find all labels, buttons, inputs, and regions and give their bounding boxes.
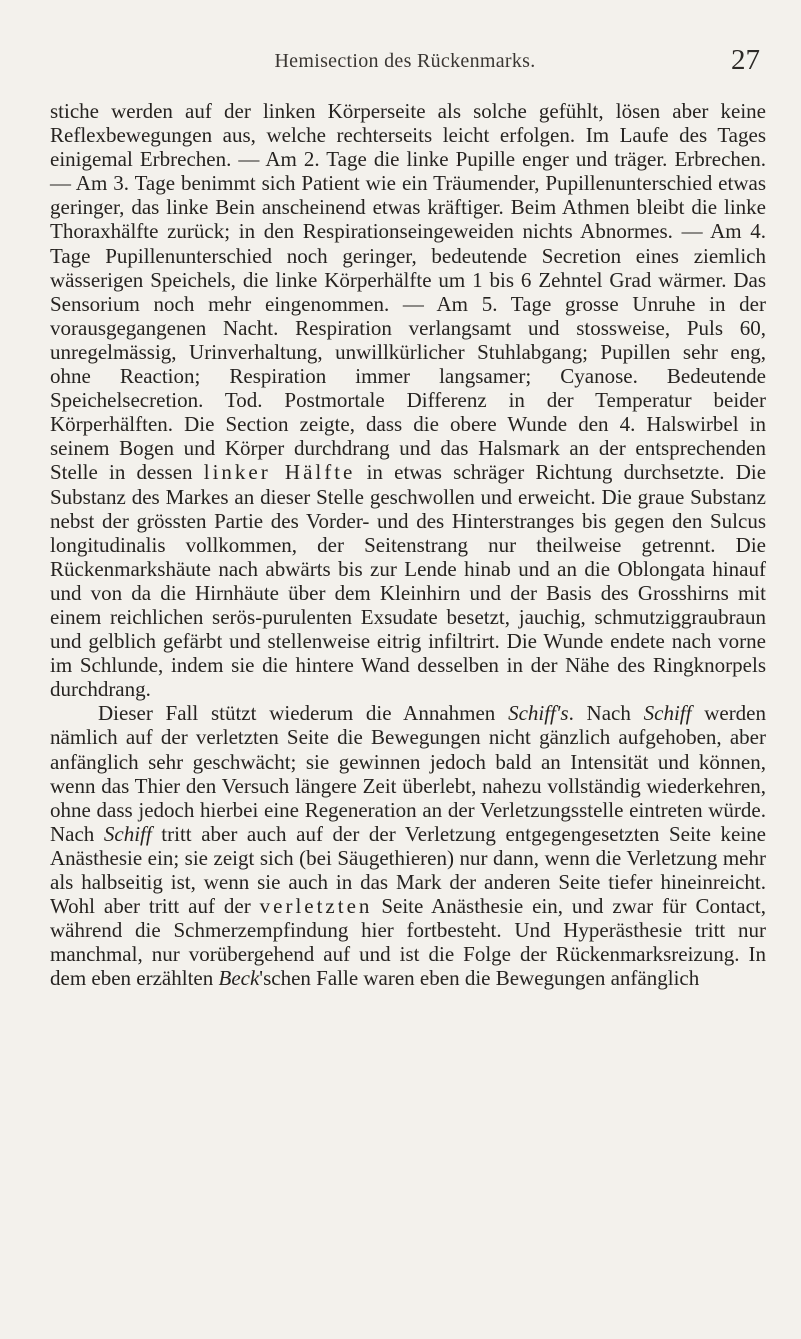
author-name: Schiff's bbox=[508, 701, 569, 726]
paragraph-case-report bbox=[50, 99, 766, 701]
paragraph-discussion bbox=[50, 701, 766, 990]
text-run: Dieser Fall stützt wiederum die Annahmen bbox=[98, 701, 496, 726]
text-run: tritt aber auch auf der der Verletzung entgegengesetzten Seite keine Anästhesie ein; sie zeigt sich (bei Säugethieren) nur dann, wenn die Verletzung mehr als halbseitig ist, wenn sie auch in das Mark der anderen Seite tiefer hineinreicht. Wohl aber tritt auf der bbox=[50, 821, 766, 919]
page-number: 27 bbox=[731, 44, 760, 76]
text-run: stiche werden auf der linken Körperseite als solche gefühlt, lösen aber keine Reflexbewegungen aus, welche rechterseits leicht erfolgen. Im Laufe des Tages einigemal Erbrechen. — Am 2. Tage die linke Pupille enger und träger. Erbrechen. — Am 3. Tage benimmt sich Patient wie ein Träumender, Pupillenunterschied etwas geringer, das linke Bein anscheinend etwas kräftiger. Beim Athmen bleibt die linke Thoraxhälfte zurück; in den Respirationseingeweiden nichts Abnormes. — Am 4. Tage Pupillenunterschied noch geringer, bedeutende Secretion eines ziemlich wässerigen Speichels, die linke Körperhälfte um 1 bis 6 Zehntel Grad wärmer. Das Sensorium noch mehr eingenommen. — Am 5. Tage grosse Unruhe in der vorausgegangenen Nacht. Respiration verlangsamt und stossweise, Puls 60, unregelmässig, Urinverhaltung, unwillkürlicher Stuhlabgang; Pupillen sehr eng, ohne Reaction; Respiration immer langsamer; Cyanose. Bedeutende Speichelsecretion. Tod. Postmortale Differenz in der Temperatur beider Körperhälften. Die Section zeigte, dass die obere Wunde den 4. Halswirbel in seinem Bogen und Körper durchdrang und das Halsmark an der entsprechenden Stelle in dessen bbox=[50, 99, 766, 485]
body-text bbox=[50, 99, 766, 990]
running-title: Hemisection des Rückenmarks. bbox=[274, 50, 536, 72]
text-run: 'schen Falle waren eben die Bewegungen anfänglich bbox=[259, 966, 700, 991]
text-run: werden nämlich auf der verletzten Seite die Bewegungen nicht gänzlich aufgehoben, aber anfänglich sehr geschwächt; sie gewinnen jedoch bald an Intensität und können, wenn das Thier den Versuch längere Zeit überlebt, nahezu vollständig wiederkehren, ohne dass jedoch hierbei eine Regeneration an der Verletzungsstelle eintreten würde. Nach bbox=[50, 701, 767, 846]
text-run: in etwas schräger Richtung durchsetzte. Die Substanz des Markes an dieser Stelle geschwollen und erweicht. Die graue Substanz nebst der grössten Partie des Vorder- und des Hinterstranges bis gegen den Sulcus longitudinalis vollkommen, der Seitenstrang nur theilweise getrennt. Die Rückenmarkshäute nach abwärts bis zur Lende hinab und an die Oblongata hinauf und von da die Hirnhäute über dem Kleinhirn und der Basis des Grosshirns mit einem reichlichen serös-purulenten Exsudate besetzt, jauchig, schmutziggraubraun und gelblich gefärbt und stellenweise eitrig infiltrirt. Die Wunde endete nach vorne im Schlunde, indem sie die hintere Wand desselben in der Nähe des Ringknorpels durchdrang. bbox=[50, 460, 767, 702]
author-name: Schiff bbox=[103, 821, 152, 846]
text-run: . Nach bbox=[568, 701, 631, 726]
running-header bbox=[50, 44, 760, 78]
author-name: Schiff bbox=[643, 701, 692, 726]
text-run: Seite Anästhesie ein, und zwar für Contact, während die Schmerzempfindung hier fortbesteht. Und Hyperästhesie tritt nur manchmal, nur vorübergehend auf und ist die Folge der Rückenmarksreizung. In dem eben erzählten bbox=[50, 894, 767, 991]
emphasized-text: linker Hälfte bbox=[203, 460, 356, 485]
emphasized-text: verletzten bbox=[259, 894, 373, 919]
author-name: Beck bbox=[218, 966, 260, 991]
